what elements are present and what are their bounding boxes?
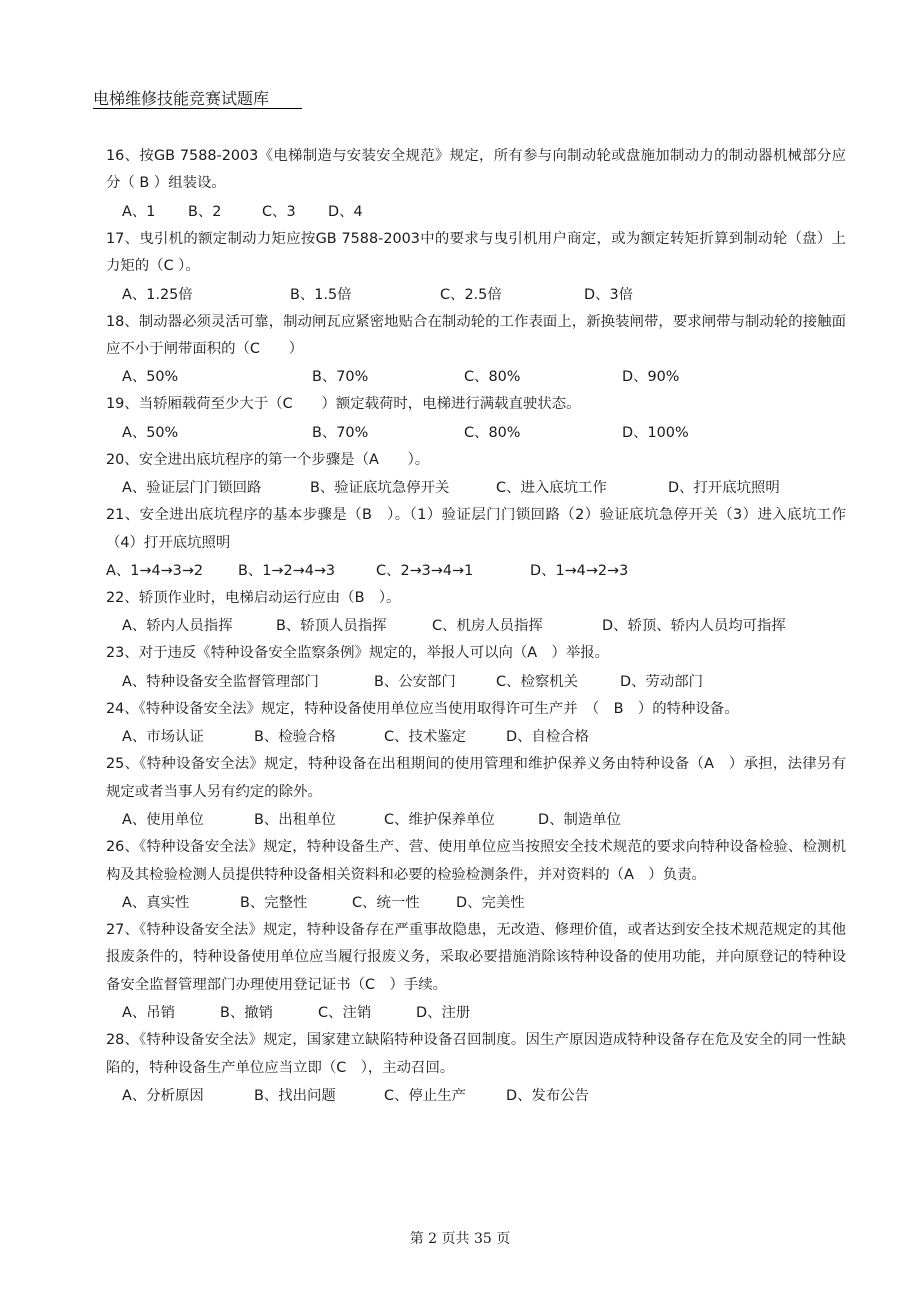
option-c: C、3 bbox=[262, 203, 296, 220]
question-19 bbox=[106, 391, 846, 446]
question-text: 20、安全进出底坑程序的第一个步骤是（A ）。 bbox=[106, 451, 430, 468]
question-text: 25、《特种设备安全法》规定，特种设备在出租期间的使用管理和维护保养义务由特种设备（A ）承担，法律另有规定或者当事人另有约定的除外。 bbox=[106, 756, 846, 800]
option-a: A、使用单位 bbox=[122, 812, 204, 829]
option-b: B、检验合格 bbox=[254, 729, 336, 746]
option-b: B、公安部门 bbox=[374, 673, 456, 690]
question-21 bbox=[106, 502, 846, 585]
option-a: A、50% bbox=[122, 424, 179, 441]
option-a: A、特种设备安全监督管理部门 bbox=[122, 673, 319, 690]
question-27 bbox=[106, 917, 846, 1027]
question-text: 27、《特种设备安全法》规定，特种设备存在严重事故隐患，无改造、修理价值，或者达到安全技术规范规定的其他报废条件的，特种设备使用单位应当履行报废义务，采取必要措施消除该特种设备的使用功能，并向原登记的特种设备安全监督管理部门办理使用登记证书（C ）手续。 bbox=[106, 921, 846, 993]
option-b: B、验证底坑急停开关 bbox=[310, 480, 450, 497]
option-c: C、机房人员指挥 bbox=[432, 618, 543, 635]
question-22 bbox=[106, 585, 846, 640]
option-d: D、发布公告 bbox=[506, 1087, 590, 1104]
question-options bbox=[106, 723, 846, 751]
question-list bbox=[106, 143, 846, 1110]
option-a: A、1→4→3→2 bbox=[106, 563, 204, 580]
question-16 bbox=[106, 143, 846, 226]
question-text: 28、《特种设备安全法》规定，国家建立缺陷特种设备召回制度。因生产原因造成特种设备存在危及安全的同一性缺陷的，特种设备生产单位应当立即（C ），主动召回。 bbox=[106, 1032, 846, 1076]
option-c: C、2.5倍 bbox=[440, 286, 502, 303]
option-c: C、进入底坑工作 bbox=[496, 480, 607, 497]
question-text: 19、当轿厢载荷至少大于（C ）额定载荷时，电梯进行满载直驶状态。 bbox=[106, 396, 581, 413]
question-text: 23、对于违反《特种设备安全监察条例》规定的，举报人可以向（A ）举报。 bbox=[106, 645, 610, 662]
question-options bbox=[106, 999, 846, 1027]
option-d: D、90% bbox=[622, 369, 680, 386]
question-24 bbox=[106, 696, 846, 751]
option-d: D、轿顶、轿内人员均可指挥 bbox=[602, 618, 786, 635]
question-options bbox=[106, 557, 846, 585]
page-number: 第 2 页共 35 页 bbox=[409, 1231, 511, 1247]
question-options bbox=[106, 281, 846, 309]
option-b: B、找出问题 bbox=[254, 1087, 336, 1104]
option-b: B、轿顶人员指挥 bbox=[276, 618, 387, 635]
question-options bbox=[106, 1082, 846, 1110]
option-c: C、注销 bbox=[318, 1005, 372, 1022]
question-options bbox=[106, 668, 846, 696]
header-title: 电梯维修技能竞赛试题库 bbox=[93, 89, 270, 108]
option-c: C、维护保养单位 bbox=[384, 812, 495, 829]
option-c: C、检察机关 bbox=[496, 673, 579, 690]
option-a: A、1 bbox=[122, 203, 156, 220]
question-text: 17、曳引机的额定制动力矩应按GB 7588-2003中的要求与曳引机用户商定，或为额定转矩折算到制动轮（盘）上力矩的（C ）。 bbox=[106, 230, 846, 275]
option-d: D、制造单位 bbox=[538, 812, 622, 829]
option-a: A、市场认证 bbox=[122, 729, 204, 746]
option-a: A、轿内人员指挥 bbox=[122, 618, 233, 635]
option-c: C、统一性 bbox=[352, 894, 420, 911]
option-d: D、自检合格 bbox=[506, 729, 590, 746]
option-b: B、70% bbox=[312, 369, 369, 386]
question-text: 24、《特种设备安全法》规定，特种设备使用单位应当使用取得许可生产并 （ B ）的特种设备。 bbox=[106, 700, 739, 717]
option-d: D、3倍 bbox=[584, 286, 634, 303]
option-d: D、完美性 bbox=[456, 894, 525, 911]
option-d: D、100% bbox=[622, 424, 689, 441]
question-text: 26、《特种设备安全法》规定，特种设备生产、营、使用单位应当按照安全技术规范的要求向特种设备检验、检测机构及其检验检测人员提供特种设备相关资料和必要的检验检测条件，并对资料的（A ）负责。 bbox=[106, 839, 846, 883]
question-options bbox=[106, 806, 846, 834]
option-d: D、4 bbox=[328, 203, 363, 220]
question-options bbox=[106, 419, 846, 447]
option-b: B、完整性 bbox=[240, 894, 308, 911]
option-a: A、分析原因 bbox=[122, 1087, 204, 1104]
question-28 bbox=[106, 1027, 846, 1110]
option-b: B、1.5倍 bbox=[290, 286, 352, 303]
question-text: 16、按GB 7588-2003《电梯制造与安装安全规范》规定，所有参与向制动轮或盘施加制动力的制动器机械部分应分（ B ）组装设。 bbox=[106, 148, 846, 192]
option-b: B、1→2→4→3 bbox=[238, 563, 336, 580]
question-text: 22、轿顶作业时，电梯启动运行应由（B ）。 bbox=[106, 590, 401, 607]
option-a: A、吊销 bbox=[122, 1005, 176, 1022]
option-d: D、打开底坑照明 bbox=[668, 480, 780, 497]
question-23 bbox=[106, 640, 846, 695]
question-options bbox=[106, 612, 846, 640]
option-a: A、50% bbox=[122, 369, 179, 386]
option-b: B、出租单位 bbox=[254, 812, 336, 829]
option-c: C、80% bbox=[464, 424, 521, 441]
option-b: B、70% bbox=[312, 424, 369, 441]
option-a: A、1.25倍 bbox=[122, 286, 193, 303]
option-c: C、停止生产 bbox=[384, 1087, 467, 1104]
option-c: C、技术鉴定 bbox=[384, 729, 467, 746]
question-18 bbox=[106, 309, 846, 392]
question-26 bbox=[106, 834, 846, 917]
option-d: D、劳动部门 bbox=[620, 673, 704, 690]
option-a: A、真实性 bbox=[122, 894, 190, 911]
question-options bbox=[106, 474, 846, 502]
question-20 bbox=[106, 447, 846, 502]
question-options bbox=[106, 889, 846, 917]
question-text: 21、安全进出底坑程序的基本步骤是（B ）。（1）验证层门门锁回路（2）验证底坑急停开关（3）进入底坑工作（4）打开底坑照明 bbox=[106, 507, 846, 551]
option-d: D、1→4→2→3 bbox=[530, 563, 629, 580]
option-d: D、注册 bbox=[416, 1005, 471, 1022]
question-options bbox=[106, 198, 846, 226]
question-25 bbox=[106, 751, 846, 834]
question-17 bbox=[106, 226, 846, 309]
option-b: B、撤销 bbox=[220, 1005, 274, 1022]
option-c: C、2→3→4→1 bbox=[376, 563, 474, 580]
question-text: 18、制动器必须灵活可靠，制动闸瓦应紧密地贴合在制动轮的工作表面上，新换装闸带，要求闸带与制动轮的接触面应不小于闸带面积的（C ） bbox=[106, 313, 846, 358]
option-a: A、验证层门门锁回路 bbox=[122, 480, 262, 497]
question-options bbox=[106, 363, 846, 391]
header-underline bbox=[93, 108, 302, 109]
option-b: B、2 bbox=[188, 203, 222, 220]
option-c: C、80% bbox=[464, 369, 521, 386]
